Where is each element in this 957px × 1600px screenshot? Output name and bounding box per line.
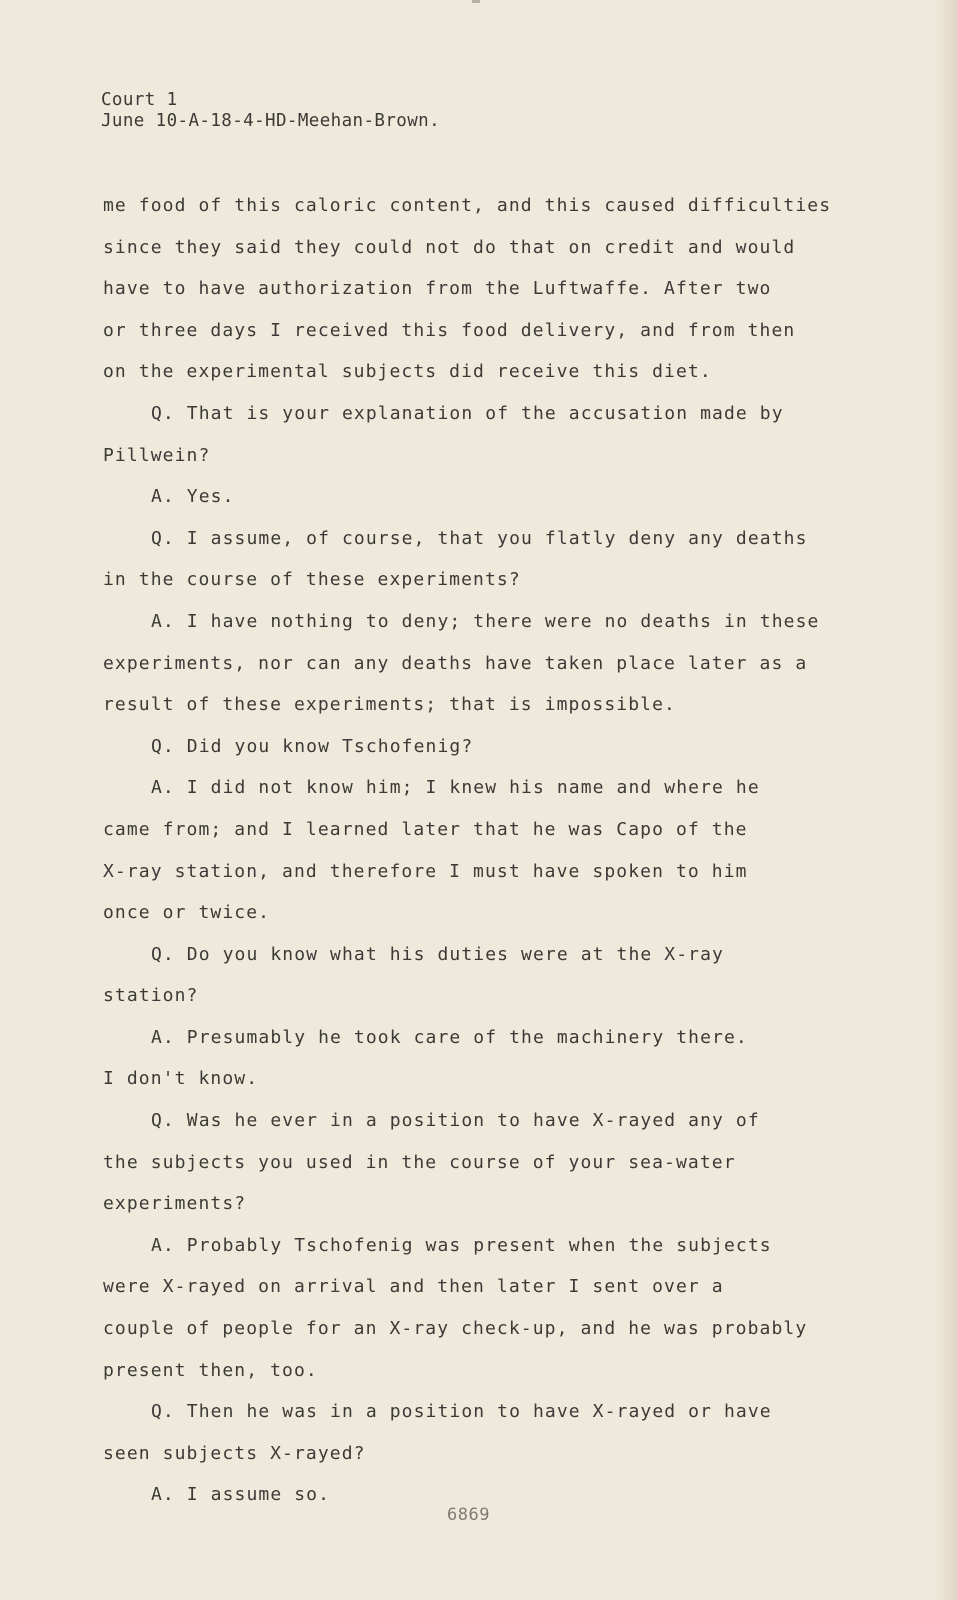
- transcript-line: X-ray station, and therefore I must have spoken to him: [103, 860, 748, 882]
- transcript-line: result of these experiments; that is impossible.: [103, 694, 676, 716]
- transcript-line: Pillwein?: [103, 444, 211, 466]
- answer-line: A. Presumably he took care of the machinery there.: [151, 1026, 748, 1048]
- page-header: [101, 90, 440, 132]
- session-label: June 10-A-18-4-HD-Meehan-Brown.: [101, 111, 441, 131]
- court-label: Court 1: [101, 90, 178, 110]
- answer-line: A. I have nothing to deny; there were no deaths in these: [151, 610, 820, 632]
- transcript-line: experiments?: [103, 1193, 247, 1215]
- page-number: 6869: [447, 1505, 490, 1525]
- question-line: Q. That is your explanation of the accusation made by: [151, 402, 784, 424]
- answer-line: A. Yes.: [151, 486, 235, 508]
- transcript-body: [103, 185, 873, 1516]
- transcript-line: couple of people for an X-ray check-up, and he was probably: [103, 1318, 808, 1340]
- question-line: Q. Did you know Tschofenig?: [151, 735, 474, 757]
- page-edge-shadow: [935, 0, 957, 1600]
- transcript-line: have to have authorization from the Luftwaffe. After two: [103, 278, 772, 300]
- transcript-line: came from; and I learned later that he was Capo of the: [103, 818, 748, 840]
- transcript-line: me food of this caloric content, and this caused difficulties: [103, 195, 832, 216]
- transcript-line: in the course of these experiments?: [103, 569, 521, 591]
- transcript-line: experiments, nor can any deaths have taken place later as a: [103, 652, 808, 674]
- transcript-line: present then, too.: [103, 1359, 318, 1381]
- question-line: Q. Then he was in a position to have X-rayed or have: [151, 1401, 772, 1423]
- transcript-line: once or twice.: [103, 902, 271, 924]
- transcript-line: since they said they could not do that on credit and would: [103, 236, 796, 258]
- top-mark: [472, 0, 480, 3]
- question-line: Q. Do you know what his duties were at the X-ray: [151, 943, 724, 965]
- answer-line: A. I did not know him; I knew his name and where he: [151, 777, 760, 799]
- answer-line: A. I assume so.: [151, 1484, 331, 1506]
- transcript-line: the subjects you used in the course of your sea-water: [103, 1151, 736, 1173]
- question-line: Q. Was he ever in a position to have X-rayed any of: [151, 1110, 760, 1132]
- question-line: Q. I assume, of course, that you flatly deny any deaths: [151, 527, 808, 549]
- transcript-line: were X-rayed on arrival and then later I sent over a: [103, 1276, 724, 1298]
- answer-line: A. Probably Tschofenig was present when the subjects: [151, 1234, 772, 1256]
- transcript-line: seen subjects X-rayed?: [103, 1442, 366, 1464]
- transcript-line: or three days I received this food delivery, and from then: [103, 319, 796, 341]
- transcript-line: I don't know.: [103, 1068, 259, 1090]
- transcript-line: on the experimental subjects did receive this diet.: [103, 361, 712, 383]
- transcript-line: station?: [103, 985, 199, 1007]
